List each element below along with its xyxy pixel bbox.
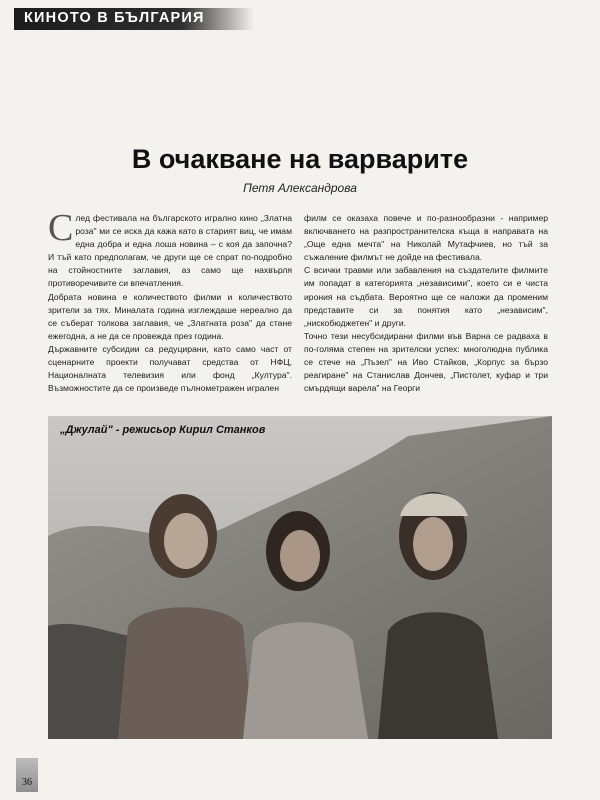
paragraph-text: лед фестивала на българското игрално кино „Златна роза" ми се иска да кажа като в старият виц, че имам една добра и една лоша новина – с коя да започна? И тъй като предполагам, че други ще се спрат по-подробно на стойностните заглавия, аз само ще нахвърля противоречивите си впечатления. <box>48 213 292 289</box>
film-still-photo <box>48 416 552 739</box>
article-author: Петя Александрова <box>243 181 357 195</box>
page-number-tab <box>16 758 38 792</box>
article-column-right <box>304 212 548 398</box>
film-still-illustration <box>48 416 552 739</box>
paragraph <box>48 212 292 291</box>
article-column-left <box>48 212 292 398</box>
section-banner <box>14 8 254 30</box>
paragraph: филм се оказаха повече и по-разнообразни - например включването на разпространителска къща в направата на „Още една мечта" на Николай Мутафчиев, но тъй за съжаление филмът не дойде на фестивала. <box>304 213 548 263</box>
drop-cap: С <box>48 212 74 249</box>
paragraph: Държавните субсидии са редуцирани, като само част от сценарните проекти получават средства от НФЦ, Националната телевизия или фонд „Култура". Възможностите да се произведе пълнометражен игрален <box>48 343 292 394</box>
article-title: В очакване на варварите <box>131 144 469 174</box>
photo-caption: „Джулай" - режисьор Кирил Станков <box>60 424 266 436</box>
paragraph: С всички травми или забавления на създателите филмите им попадат в категорията „независими", което си е чиста ирония на съдбата. Вероятно ще се наложи да променим представите си за понятия като „независим", „нискобюджетен" и други. <box>304 265 548 328</box>
section-label: КИНОТО В БЪЛГАРИЯ <box>24 10 205 26</box>
paragraph: Добрата новина е количеството филми и количеството зрители за тях. Миналата година изглеждаше нереално да се съберат толкова заглавия, че „Златната роза" да стане ежегодна, а не да се провежда през година. <box>48 291 292 341</box>
page-number: 36 <box>22 777 32 788</box>
paragraph: Точно тези несубсидирани филми във Варна се радваха в по-голяма степен на зрителски успех: многолюдна публика се стече на „Пъзел" на Иво Стайков, „Корпус за бързо реагиране" на Станислав Дончев, „Пистолет, куфар и три смърдящи варела" на Георги <box>304 330 548 394</box>
